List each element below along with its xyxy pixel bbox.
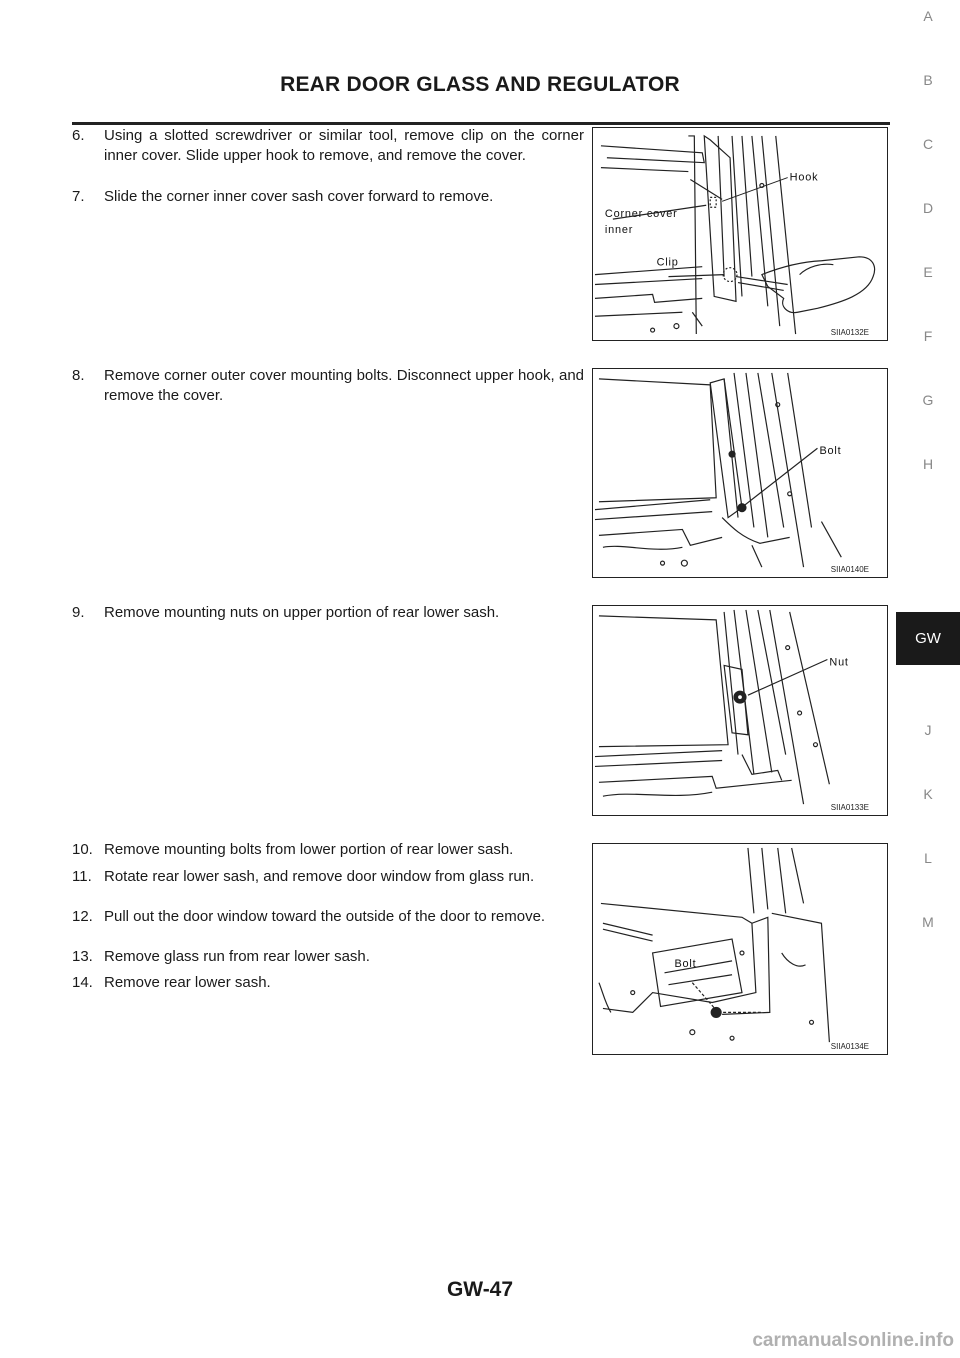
illustration-corner-cover [593,128,887,340]
watermark: carmanualsonline.info [752,1330,954,1351]
step-13 [72,947,584,967]
step-number: 11. [72,868,92,885]
tab-b[interactable]: B [923,72,933,88]
page-number: GW-47 [446,1278,514,1301]
bolt-label: Bolt [819,445,842,458]
figure-code: SIIA0132E [830,328,869,337]
tab-d[interactable]: D [922,200,934,216]
step-text: Remove mounting bolts from lower portion of rear lower sash. [104,841,514,858]
step-number: 6. [72,127,85,144]
step-number: 10. [72,841,93,858]
corner-cover-label-line2: inner [604,224,634,237]
step-number: 12. [72,908,93,925]
step-number: 7. [72,188,85,205]
bolt-label: Bolt [674,957,697,970]
step-14 [72,973,584,993]
step-10 [72,840,584,860]
step-number: 9. [72,604,85,621]
step-9 [72,603,584,623]
figure-code: SIIA0140E [830,565,869,574]
step-8 [72,366,584,406]
hook-label: Hook [789,171,819,184]
step-12 [72,907,584,927]
step-text: Using a slotted screwdriver or similar tool, remove clip on the corner inner cover. Slide upper hook to remove, and remove the cover. [104,127,584,164]
tab-f[interactable]: F [923,328,933,344]
step-text: Rotate rear lower sash, and remove door window from glass run. [104,868,535,885]
step-7 [72,187,584,207]
figure-rear-lower-sash-bolt [592,843,888,1055]
tab-j[interactable]: J [924,722,932,738]
step-text: Slide the corner inner cover sash cover forward to remove. [104,188,494,205]
step-text: Pull out the door window toward the outside of the door to remove. [104,908,546,925]
figure-rear-lower-sash-nut [592,605,888,816]
tab-g[interactable]: G [922,392,934,408]
title-rule [72,122,890,125]
figure-code: SIIA0133E [830,803,869,812]
tab-gw-active[interactable]: GW [896,612,960,665]
figure-code: SIIA0134E [830,1042,869,1051]
step-number: 8. [72,367,85,384]
illustration-nut [593,606,887,815]
tab-e[interactable]: E [923,264,933,280]
tab-h[interactable]: H [922,456,934,472]
nut-label: Nut [829,656,849,669]
step-text: Remove rear lower sash. [104,974,271,991]
corner-cover-label: Corner cover [604,208,678,221]
clip-label: Clip [656,256,679,269]
tab-a[interactable]: A [923,8,933,24]
tab-m[interactable]: M [922,914,934,930]
step-number: 14. [72,974,93,991]
illustration-bolt [593,369,887,577]
illustration-sash-bolt [593,844,887,1054]
figure-corner-outer-cover [592,368,888,578]
figure-corner-cover-inner [592,127,888,341]
tab-c[interactable]: C [922,136,934,152]
tab-l[interactable]: L [924,850,932,866]
step-text: Remove mounting nuts on upper portion of rear lower sash. [104,604,500,621]
tab-k[interactable]: K [923,786,933,802]
step-11 [72,867,584,887]
page-title: REAR DOOR GLASS AND REGULATOR [280,73,680,96]
step-text: Remove corner outer cover mounting bolts. Disconnect upper hook, and remove the cover. [104,367,584,404]
step-text: Remove glass run from rear lower sash. [104,948,370,965]
step-6 [72,126,584,166]
step-number: 13. [72,948,93,965]
